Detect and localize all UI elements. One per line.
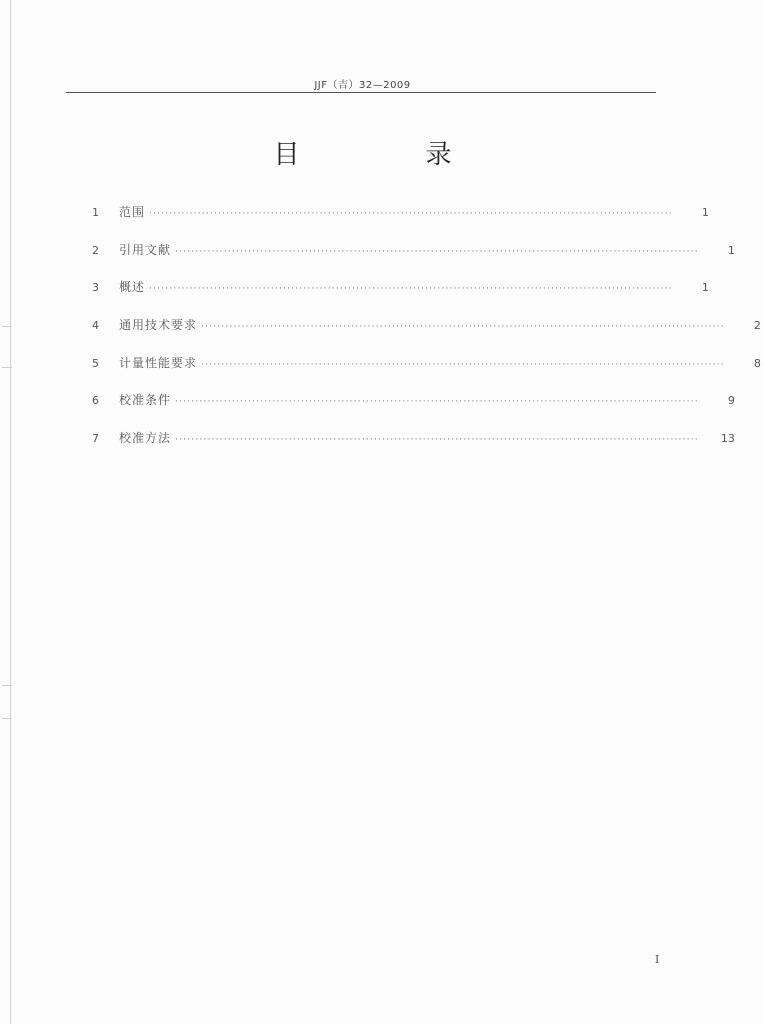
toc-leader-dots: ································································································································· bbox=[175, 397, 699, 408]
toc-entry-page: 1 bbox=[727, 243, 735, 257]
toc-entry[interactable] bbox=[92, 316, 761, 354]
toc-entry-number: 4 bbox=[92, 319, 99, 333]
toc-entry-label: 概述 bbox=[119, 280, 146, 295]
toc-entry-label: 计量性能要求 bbox=[119, 355, 198, 370]
toc-leader-dots: ································································································································· bbox=[149, 209, 673, 219]
page-number: I bbox=[655, 953, 660, 966]
toc-entry-number: 6 bbox=[92, 394, 99, 408]
toc-entry-number: 7 bbox=[92, 432, 99, 446]
toc-entry-page: 8 bbox=[753, 356, 761, 370]
toc-entry-number: 2 bbox=[92, 243, 99, 257]
scan-mark bbox=[2, 718, 12, 719]
toc-title: 目 录 bbox=[273, 140, 502, 170]
toc-entry[interactable] bbox=[92, 354, 761, 392]
toc-entry-page: 1 bbox=[701, 281, 709, 295]
toc-entry-page: 13 bbox=[720, 432, 735, 446]
toc-leader-dots: ································································································································· bbox=[175, 435, 699, 446]
toc-entry-number: 5 bbox=[92, 356, 99, 370]
toc-entry-label: 校准方法 bbox=[119, 431, 172, 446]
toc-entry[interactable] bbox=[92, 391, 735, 429]
toc-leader-dots: ································································································································· bbox=[201, 322, 725, 333]
scan-mark bbox=[2, 685, 12, 686]
toc-entry[interactable] bbox=[92, 241, 735, 279]
toc-entry-label: 范围 bbox=[119, 205, 146, 219]
toc-entry-number: 1 bbox=[92, 206, 99, 219]
toc-entry-page: 9 bbox=[727, 394, 735, 408]
toc-entry-label: 校准条件 bbox=[119, 393, 172, 408]
toc-entry-label: 通用技术要求 bbox=[119, 318, 198, 333]
toc-entry[interactable] bbox=[92, 203, 709, 241]
toc-leader-dots: ································································································································· bbox=[149, 284, 673, 295]
toc-entry-page: 2 bbox=[753, 319, 761, 333]
toc-entry[interactable] bbox=[92, 429, 735, 467]
toc-entry[interactable] bbox=[92, 278, 709, 316]
toc-leader-dots: ································································································································· bbox=[201, 359, 725, 370]
toc-entry-number: 3 bbox=[92, 281, 99, 295]
scan-mark bbox=[2, 367, 12, 368]
scan-mark bbox=[2, 326, 12, 327]
running-header: JJF（吉）32—2009 bbox=[314, 80, 411, 91]
header-rule bbox=[66, 92, 656, 93]
toc-list bbox=[92, 203, 761, 467]
toc-entry-page: 1 bbox=[701, 206, 709, 219]
toc-entry-label: 引用文献 bbox=[119, 242, 172, 257]
toc-leader-dots: ································································································································· bbox=[175, 246, 699, 257]
